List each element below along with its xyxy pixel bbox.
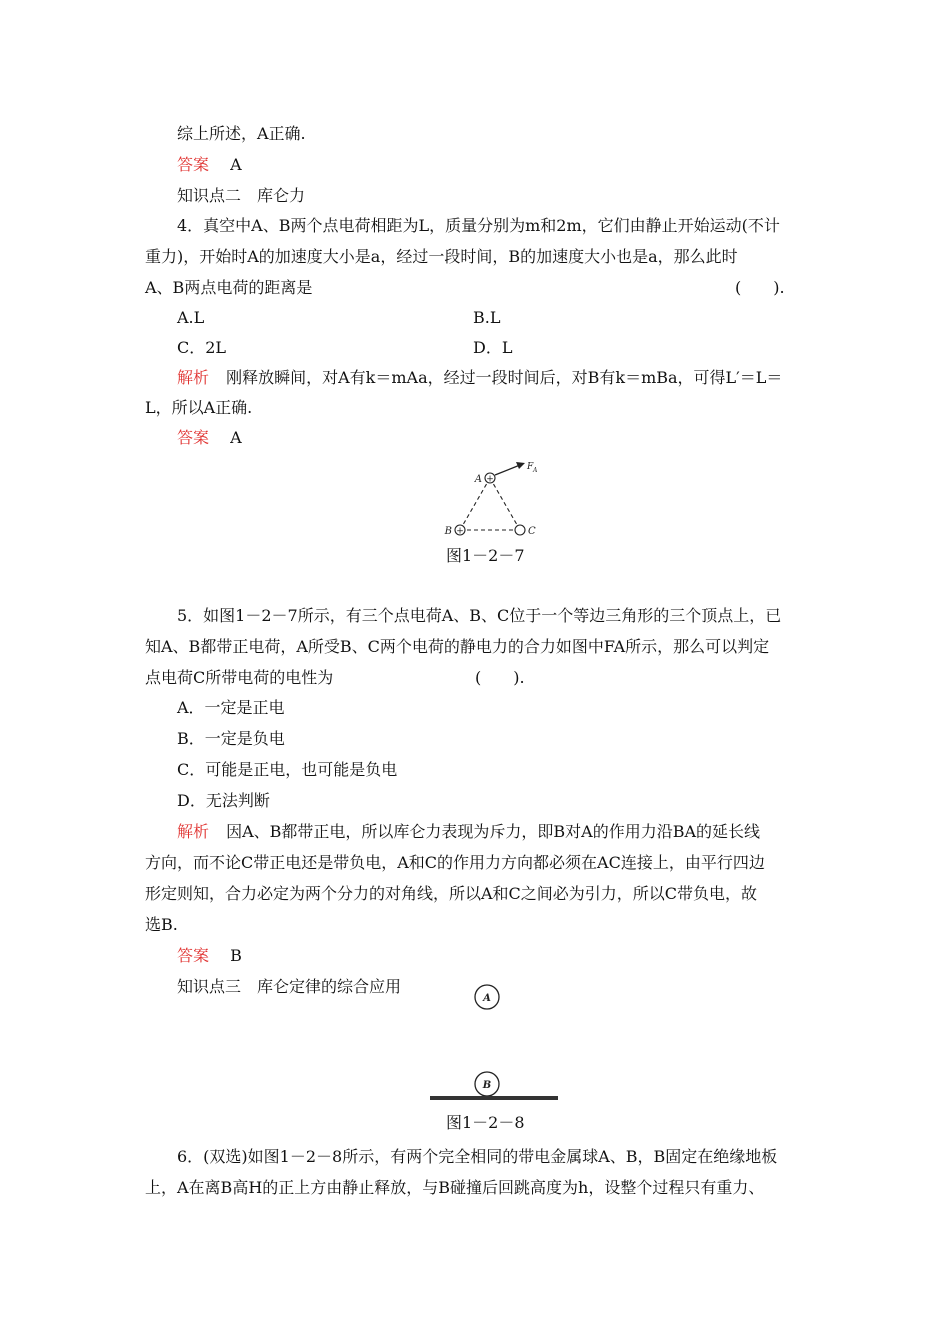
plus-sign-a: + bbox=[486, 474, 494, 485]
q5-stem-end: 点电荷C所带电荷的电性为 bbox=[145, 668, 334, 687]
figure-1-2-8 bbox=[425, 980, 565, 1105]
analysis-label: 解析 bbox=[177, 822, 210, 841]
q4-option-d: D．L bbox=[473, 338, 513, 357]
label-b: B bbox=[444, 526, 452, 537]
q5-analysis-line-3: 形定则知，合力必定为两个分力的对角线，所以A和C之间必为引力，所以C带负电，故 bbox=[145, 884, 758, 903]
q5-line-3 bbox=[145, 668, 807, 688]
edge-ac bbox=[490, 478, 520, 530]
edge-ab bbox=[460, 478, 490, 530]
q4-option-c: C．2L bbox=[177, 338, 227, 357]
answer-label: 答案 bbox=[177, 428, 210, 447]
q4-answer-blank: ( ). bbox=[735, 278, 785, 297]
q4-line-3 bbox=[145, 278, 807, 298]
label-a: A bbox=[474, 474, 482, 485]
analysis-label: 解析 bbox=[177, 368, 210, 387]
q4-analysis-line-1 bbox=[177, 368, 807, 388]
q5-answer-row bbox=[177, 946, 839, 966]
q6-line-1: 6．(双选)如图1－2－8所示，有两个完全相同的带电金属球A、B，B固定在绝缘地板 bbox=[177, 1147, 778, 1166]
q5-option-c: C．可能是正电，也可能是负电 bbox=[177, 760, 398, 779]
q4-options-row-2 bbox=[177, 338, 839, 358]
force-arrow-line bbox=[495, 465, 520, 475]
q5-option-d: D．无法判断 bbox=[177, 791, 270, 810]
charge-c bbox=[515, 525, 525, 535]
label-c: C bbox=[528, 526, 536, 537]
q4-option-b: B.L bbox=[473, 308, 501, 327]
q5-line-2: 知A、B都带正电荷，A所受B、C两个电荷的静电力的合力如图中FA所示，那么可以判定 bbox=[145, 637, 770, 656]
q5-analysis-line-4: 选B. bbox=[145, 915, 178, 934]
ball-a-label: A bbox=[483, 993, 491, 1004]
figure-caption-1-2-8: 图1－2－8 bbox=[446, 1113, 525, 1132]
q4-analysis-line-2: L，所以A正确. bbox=[145, 398, 253, 417]
figure-1-2-7 bbox=[430, 458, 550, 544]
label-force-sub: A bbox=[533, 467, 538, 474]
figure-caption-1-2-7: 图1－2－7 bbox=[446, 546, 525, 565]
answer-label: 答案 bbox=[177, 155, 210, 174]
plus-sign-b: + bbox=[456, 526, 464, 537]
q4-options-row-1 bbox=[177, 308, 839, 328]
q6-line-2: 上，A在离B高H的正上方由静止释放，与B碰撞后回跳高度为h，设整个过程只有重力、 bbox=[145, 1178, 765, 1197]
ball-b-label: B bbox=[482, 1080, 492, 1091]
q4-line-1: 4．真空中A、B两个点电荷相距为L，质量分别为m和2m，它们由静止开始运动(不计 bbox=[177, 216, 780, 235]
q4-stem-end: A、B两点电荷的距离是 bbox=[145, 278, 313, 297]
insulating-floor bbox=[430, 1096, 558, 1100]
section-title-3: 知识点三 库仑定律的综合应用 bbox=[177, 977, 402, 996]
q5-analysis-line-1 bbox=[177, 822, 807, 842]
q5-option-a: A．一定是正电 bbox=[177, 698, 285, 717]
q4-analysis-text: 刚释放瞬间，对A有k＝mAa，经过一段时间后，对B有k＝mBa，可得L′＝L＝ bbox=[226, 368, 783, 387]
q5-answer-blank: ( ). bbox=[475, 668, 525, 687]
q4-answer-row bbox=[177, 428, 839, 448]
q4-option-a: A.L bbox=[177, 308, 205, 327]
q4-line-2: 重力)，开始时A的加速度大小是a，经过一段时间，B的加速度大小也是a，那么此时 bbox=[145, 247, 738, 266]
answer-value: B bbox=[230, 946, 242, 965]
conclusion-text: 综上所述，A正确. bbox=[177, 124, 306, 143]
answer-value: A bbox=[230, 155, 242, 174]
answer-row-3 bbox=[177, 155, 839, 175]
q5-analysis-text: 因A、B都带正电，所以库仑力表现为斥力，即B对A的作用力沿BA的延长线 bbox=[226, 822, 761, 841]
section-title-2: 知识点二 库仑力 bbox=[177, 186, 306, 205]
label-force: F bbox=[527, 462, 534, 472]
answer-label: 答案 bbox=[177, 946, 210, 965]
q5-analysis-line-2: 方向，而不论C带正电还是带负电，A和C的作用力方向都必须在AC连接上，由平行四边 bbox=[145, 853, 765, 872]
q5-option-b: B．一定是负电 bbox=[177, 729, 285, 748]
answer-value: A bbox=[230, 428, 242, 447]
q5-line-1: 5．如图1－2－7所示，有三个点电荷A、B、C位于一个等边三角形的三个顶点上，已 bbox=[177, 606, 782, 625]
